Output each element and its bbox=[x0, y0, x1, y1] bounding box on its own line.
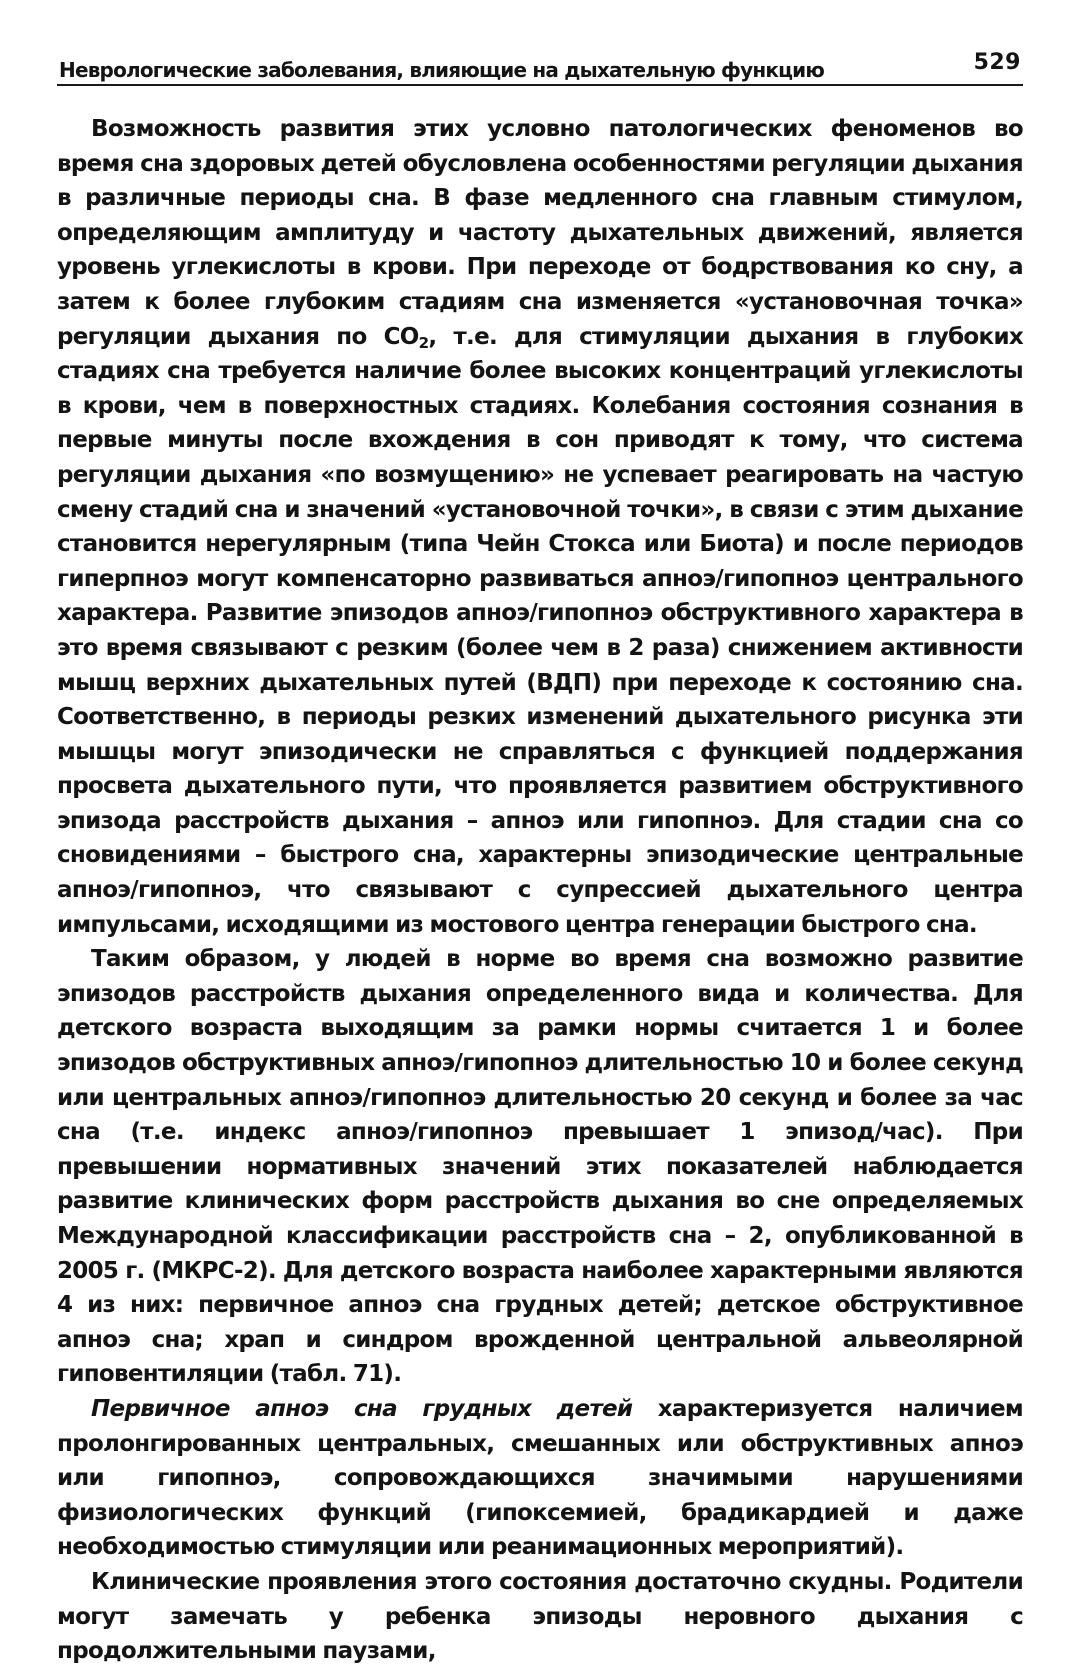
running-title: Неврологические заболевания, влияющие на дыхательную функцию bbox=[59, 58, 824, 82]
paragraph-3 bbox=[57, 1392, 1023, 1565]
body-text bbox=[57, 112, 1023, 1669]
paragraph-4: Клинические проявления этого состояния достаточно скудны. Родители могут замечать у ребенка эпизоды неровного дыхания с продолжительными паузами, bbox=[57, 1568, 1023, 1665]
italic-term: Первичное апноэ сна грудных детей bbox=[91, 1395, 633, 1422]
page-number: 529 bbox=[973, 50, 1021, 75]
paragraph-2: Таким образом, у людей в норме во время сна возможно развитие эпизодов расстройств дыхания определенного вида и количества. Для детского возраста выходящим за рамки нормы считается 1 и более эпизодов обструктивных апноэ/гипопноэ длительностью 10 и более секунд или центральных апноэ/гипопноэ длительностью 20 секунд и более за час сна (т.е. индекс апноэ/гипопноэ превышает 1 эпизод/час). При превышении нормативных значений этих показателей наблюдается развитие клинических форм расстройств дыхания во сне определяемых Международной классификации расстройств сна – 2, опубликованной в 2005 г. (МКРС-2). Для детского возраста наиболее характерными являются 4 из них: первичное апноэ сна грудных детей; детское обструктивное апноэ сна; храп и синдром врожденной центральной альвеолярной гиповентиляции (табл. 71). bbox=[57, 946, 1023, 1388]
paragraph-1 bbox=[57, 112, 1023, 942]
running-header bbox=[57, 50, 1023, 86]
co2-subscript: 2 bbox=[418, 333, 429, 352]
paragraph-3-rest: характеризуется наличием пролонгированных центральных, смешанных или обструктивных апноэ или гипопноэ, сопровождающихся значимыми нарушениями физиологических функций (гипоксемией, брадикардией и даже необходимостью стимуляции или реанимационных мероприятий). bbox=[57, 1395, 1023, 1561]
paragraph-1-part-1: Возможность развития этих условно патологических феноменов во время сна здоровых детей обусловлена особенностями регуляции дыхания в различные периоды сна. В фазе медленного сна главным стимулом, определяющим амплитуду и частоту дыхательных движений, является уровень углекислоты в крови. При переходе от бодрствования ко сну, а затем к более глубоким стадиям сна изменяется «установочная точка» регуляции дыхания по CO bbox=[57, 116, 1023, 350]
paragraph-1-part-2: , т.е. для стимуляции дыхания в глубоких стадиях сна требуется наличие более высоких концентраций углекислоты в крови, чем в поверхностных стадиях. Колебания состояния сознания в первые минуты после вхождения в сон приводят к тому, что система регуляции дыхания «по возмущению» не успевает реагировать на частую смену стадий сна и значений «установочной точки», в связи с этим дыхание становится нерегулярным (типа Чейн Стокса или Биота) и после периодов гиперпноэ могут компенсаторно развиваться апноэ/гипопноэ центрального характера. Развитие эпизодов апноэ/гипопноэ обструктивного характера в это время связывают с резким (более чем в 2 раза) снижением активности мышц верхних дыхательных путей (ВДП) при переходе к состоянию сна. Соответственно, в периоды резких изменений дыхательного рисунка эти мышцы могут эпизодически не справляться с функцией поддержания просвета дыхательного пути, что проявляется развитием обструктивного эпизода расстройств дыхания – апноэ или гипопноэ. Для стадии сна со сновидениями – быстрого сна, характерны эпизодические центральные апноэ/гипопноэ, что связывают с супрессией дыхательного центра импульсами, исходящими из мостового центра генерации быстрого сна. bbox=[57, 323, 1023, 938]
